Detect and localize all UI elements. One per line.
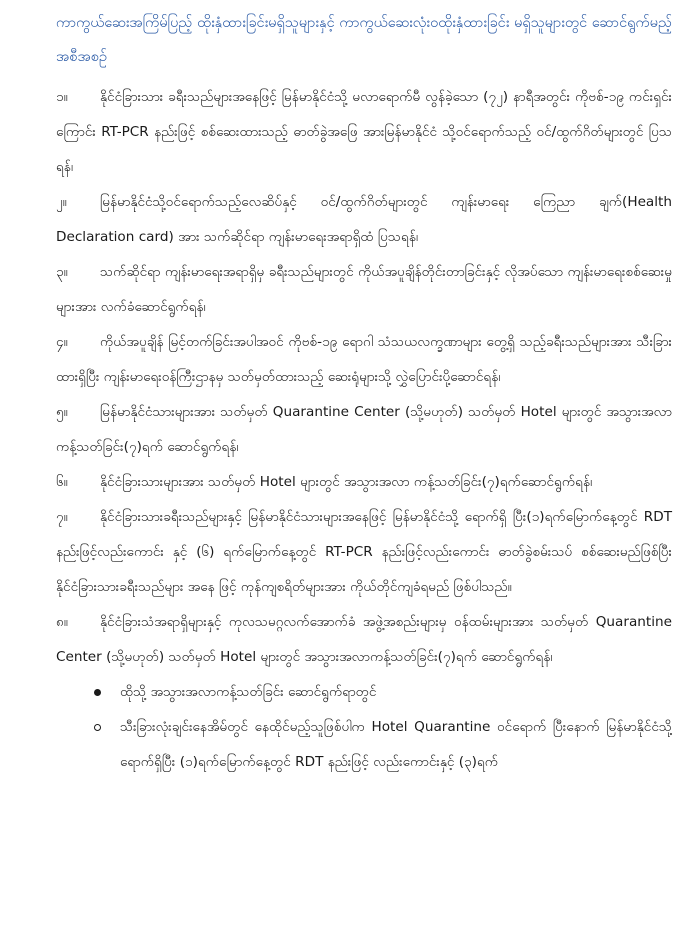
- bullet-list: [56, 675, 672, 780]
- item-number: ၇။: [56, 509, 68, 525]
- list-item: [56, 185, 672, 255]
- item-text: မြန်မာနိုင်ငံသားများအား သတ်မှတ် Quarantine Center (သို့မဟုတ်) သတ်မှတ် Hotel များတွင် အသွားအလာကန့်သတ်ခြင်း(၇)ရက် ဆောင်ရွက်ရန်၊: [56, 404, 672, 455]
- item-number: ၅။: [56, 404, 68, 420]
- list-item: [56, 500, 672, 605]
- list-item: [56, 325, 672, 395]
- list-item: [56, 255, 672, 325]
- item-text: နိုင်ငံခြားသံအရာရှိများနှင့် ကုလသမဂ္ဂလက်အောက်ခံ အဖွဲ့အစည်းများမှ ဝန်ထမ်းများအား သတ်မှတ် Quarantine Center (သို့မဟုတ်) သတ်မှတ် Hotel များတွင် အသွားအလာကန့်သတ်ခြင်း(၇)ရက် ဆောင်ရွက်ရန်၊: [56, 614, 672, 665]
- bullet-text: သီးခြားလုံးချင်းနေအိမ်တွင် နေထိုင်မည့်သူဖြစ်ပါက Hotel Quarantine ဝင်ရောက် ပြီးနောက် မြန်မာနိုင်ငံသို့ရောက်ရှိပြီး (၁)ရက်မြောက်နေ့တွင် RDT နည်းဖြင့် လည်းကောင်းနှင့် (၃)ရက်: [120, 719, 672, 770]
- item-text: ကိုယ်အပူချိန် မြင့်တက်ခြင်းအပါအဝင် ကိုဗစ်-၁၉ ရောဂါ သံသယလက္ခဏာများ တွေ့ရှိ သည့်ခရီးသည်များအား သီးခြားထားရှိပြီး ကျန်းမာရေးဝန်ကြီးဌာနမှ သတ်မှတ်ထားသည့် ဆေးရုံများသို့ လွှဲပြောင်းပို့ဆောင်ရန်၊: [56, 334, 672, 385]
- item-number: ၈။: [56, 614, 68, 630]
- bullet-text: ထိုသို့ အသွားအလာကန့်သတ်ခြင်း ဆောင်ရွက်ရာတွင်: [120, 684, 377, 700]
- list-item: [56, 605, 672, 675]
- item-number: ၃။: [56, 264, 68, 280]
- numbered-list: [56, 80, 672, 675]
- hollow-circle-icon: [90, 710, 104, 745]
- item-number: ၂။: [56, 194, 67, 210]
- item-text: နိုင်ငံခြားသားခရီးသည်များနှင့် မြန်မာနိုင်ငံသားများအနေဖြင့် မြန်မာနိုင်ငံသို့ ရောက်ရှိ ပြီး(၁)ရက်မြောက်နေ့တွင် RDT နည်းဖြင့်လည်းကောင်း နှင့် (၆) ရက်မြောက်နေ့တွင် RT-PCR နည်းဖြင့်လည်းကောင်း ဓာတ်ခွဲစမ်းသပ် စစ်ဆေးမည်ဖြစ်ပြီး နိုင်ငံခြားသားခရီးသည်များ အနေ ဖြင့် ကုန်ကျစရိတ်များအား ကိုယ်တိုင်ကျခံရမည် ဖြစ်ပါသည်။: [56, 509, 672, 595]
- document-title: ကာကွယ်ဆေးအကြိမ်ပြည့် ထိုးနှံထားခြင်းမရှိသူများနှင့် ကာကွယ်ဆေးလုံးဝထိုးနှံထားခြင်း မရှိသူများတွင် ဆောင်ရွက်မည့်အစီအစဉ်: [56, 15, 672, 65]
- item-number: ၆။: [56, 474, 68, 490]
- item-text: မြန်မာနိုင်ငံသို့ဝင်ရောက်သည့်လေဆိပ်နှင့် ဝင်/ထွက်ဂိတ်များတွင် ကျန်းမာရေး ကြေညာ ချက်(Health Declaration card) အား သက်ဆိုင်ရာ ကျန်းမာရေးအရာရှိထံ ပြသရန်၊: [56, 194, 672, 245]
- bullet-item: [56, 675, 672, 710]
- item-text: သက်ဆိုင်ရာ ကျန်းမာရေးအရာရှိမှ ခရီးသည်များတွင် ကိုယ်အပူချိန်တိုင်းတာခြင်းနှင့် လိုအပ်သော ကျန်းမာရေးစစ်ဆေးမှုများအား လက်ခံဆောင်ရွက်ရန်၊: [56, 264, 672, 315]
- filled-dot-icon: [90, 675, 104, 710]
- list-item: [56, 465, 672, 500]
- list-item: [56, 395, 672, 465]
- item-text: နိုင်ငံခြားသား ခရီးသည်များအနေဖြင့် မြန်မာနိုင်ငံသို့ မလာရောက်မီ လွန်ခဲ့သော (၇၂) နာရီအတွင်း ကိုဗစ်-၁၉ ကင်းရှင်းကြောင်း RT-PCR နည်းဖြင့် စစ်ဆေးထားသည့် ဓာတ်ခွဲအဖြေ အားမြန်မာနိုင်ငံ သို့ဝင်ရောက်သည့် ဝင်/ထွက်ဂိတ်များတွင် ပြသရန်၊: [56, 89, 672, 175]
- item-number: ၄။: [56, 334, 68, 350]
- item-text: နိုင်ငံခြားသားများအား သတ်မှတ် Hotel များတွင် အသွားအလာ ကန့်သတ်ခြင်း(၇)ရက်ဆောင်ရွက်ရန်၊: [100, 474, 593, 490]
- bullet-item: [56, 710, 672, 780]
- item-number: ၁။: [56, 89, 68, 105]
- list-item: [56, 80, 672, 185]
